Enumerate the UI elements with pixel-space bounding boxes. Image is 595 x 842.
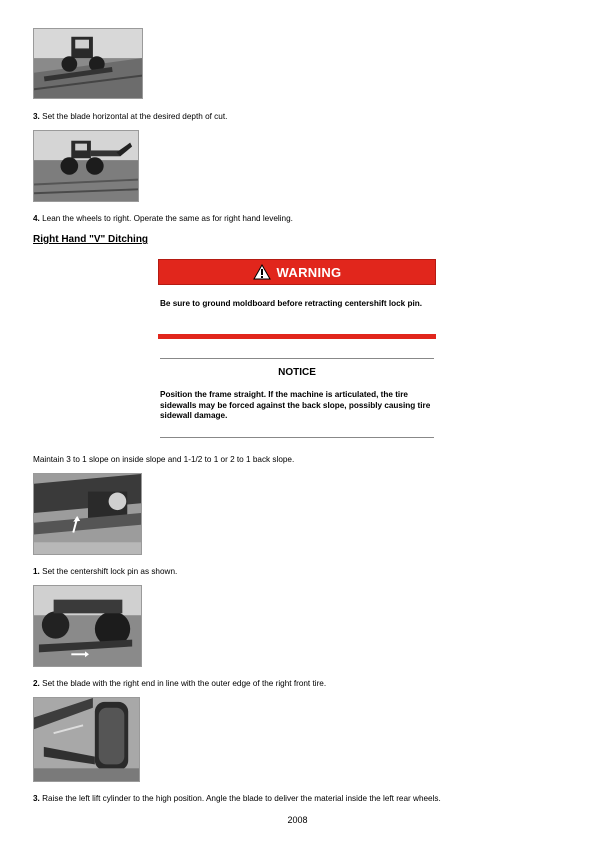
notice-bottom-rule	[160, 437, 434, 438]
step-instruction: 4. Lean the wheels to right. Operate the same as for right hand leveling.	[33, 214, 293, 223]
step-instruction: 3. Raise the left lift cylinder to the high position. Angle the blade to deliver the material inside the left rear wheels.	[33, 794, 441, 803]
warning-label: WARNING	[276, 264, 342, 280]
notice-top-rule	[160, 358, 434, 359]
step-instruction: 2. Set the blade with the right end in line with the outer edge of the right front tire.	[33, 679, 327, 688]
step-instruction: 1. Set the centershift lock pin as shown.	[33, 567, 178, 576]
notice-title: NOTICE	[278, 367, 316, 378]
notice-text: Position the frame straight. If the machine is articulated, the tire sidewalls may be forced against the back slope, possibly causing tire sidewall damage.	[160, 390, 431, 420]
photo-grader-blade-horizontal	[33, 130, 139, 202]
warning-banner	[158, 259, 436, 285]
photo-blade-aligned-front-tire	[33, 585, 142, 667]
step-instruction: 3. Set the blade horizontal at the desired depth of cut.	[33, 112, 228, 121]
warning-text: Be sure to ground moldboard before retracting centershift lock pin.	[160, 299, 423, 308]
section-heading: Right Hand "V" Ditching	[33, 234, 149, 245]
slope-paragraph: Maintain 3 to 1 slope on inside slope and 1-1/2 to 1 or 2 to 1 back slope.	[33, 455, 295, 464]
photo-centershift-lock-pin	[33, 473, 142, 555]
warning-triangle-icon	[253, 264, 271, 280]
page-number: 2008	[287, 815, 308, 825]
photo-left-lift-cylinder	[33, 697, 140, 782]
photo-grader-on-slope	[33, 28, 143, 99]
warning-divider	[158, 334, 436, 339]
